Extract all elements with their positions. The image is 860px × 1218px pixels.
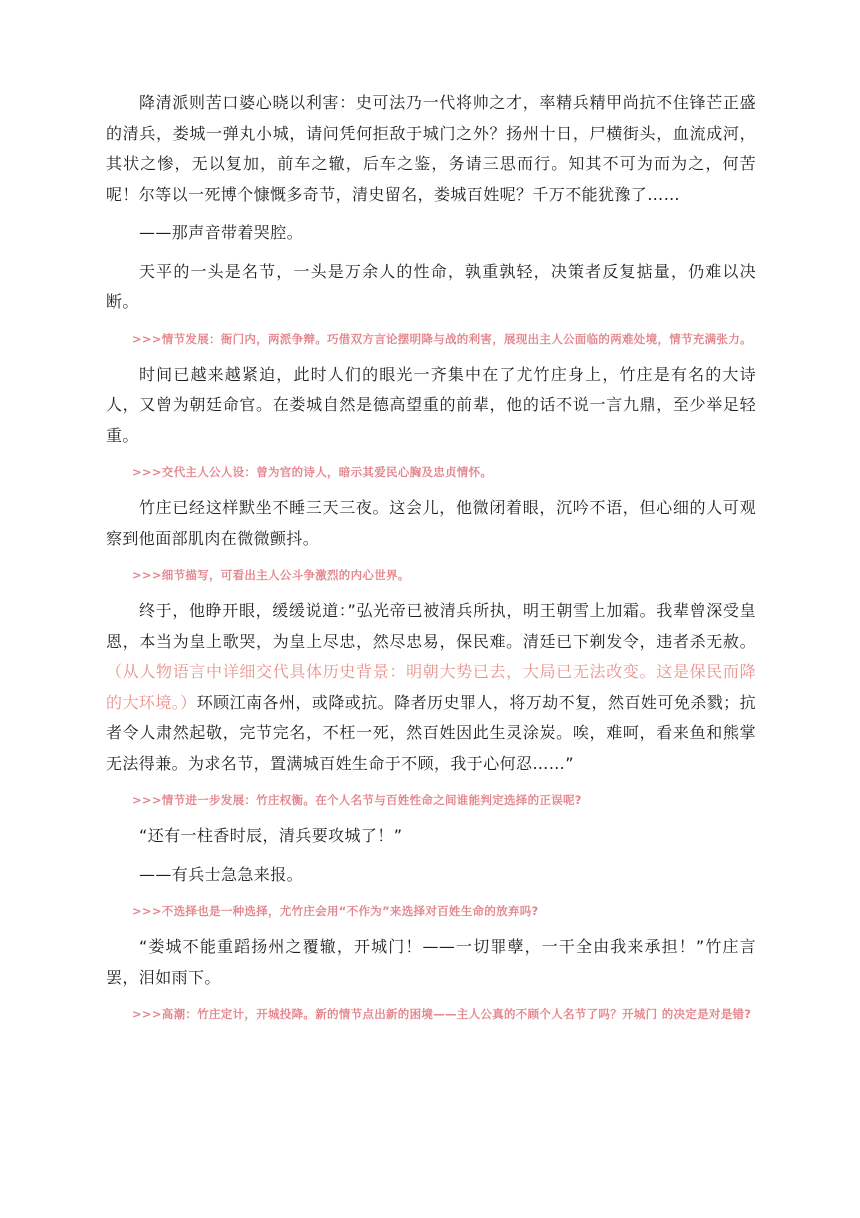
annotation-climax: >>>高潮：竹庄定计，开城投降。新的情节点出新的困境——主人公真的不顾个人名节了吗？开城门 的决定是对是错? (132, 1007, 752, 1021)
paragraph-zhuzhuang-speech (106, 596, 756, 779)
annotation-further-development: >>>情节进一步发展：竹庄权衡。在个人名节与百姓性命之间谁能判定选择的正误呢? (132, 793, 582, 807)
document-page (106, 88, 756, 1035)
paragraph-silent-vigil: 竹庄已经这样默坐不睡三天三夜。这会儿，他微闭着眼，沉吟不语，但心细的人可观察到他面部肌肉在微微颤抖。 (106, 498, 756, 548)
paragraph-crying-voice: ——那声音带着哭腔。 (139, 223, 304, 242)
paragraph-open-gates: “娄城不能重蹈扬州之覆辙，开城门！——一切罪孽，一干全由我来承担！”竹庄言罢，泪如雨下。 (106, 937, 756, 987)
speech-part-two: 环顾江南各州，或降或抗。降者历史罪人，将万劫不复，然百姓可免杀戮；抗者令人肃然起敬，完节完名，不枉一死，然百姓因此生灵涂炭。唉，难呵，看来鱼和熊掌无法得兼。为求名节，置满城百姓生命于不顾，我于心何忍……” (106, 692, 756, 773)
speech-part-one: 终于，他睁开眼，缓缓说道：”弘光帝已被清兵所执，明王朝雪上加霜。我辈曾深受皇恩，本当为皇上歌哭，为皇上尽忠，然尽忠易，保民难。清廷已下剃发令，违者杀无赦。 (106, 601, 756, 651)
annotation-detail-description: >>>细节描写，可看出主人公斗争激烈的内心世界。 (132, 568, 410, 582)
inline-commentary: （从人物语言中详细交代具体历史背景：明朝大势已去，大局已无法改变。这是保民而降的大环境。） (106, 662, 756, 712)
paragraph-surrender-argument: 降清派则苦口婆心晓以利害：史可法乃一代将帅之才，率精兵精甲尚抗不住锋芒正盛的清兵，娄城一弹丸小城，请问凭何拒敌于城门之外？扬州十日，尸横街头，血流成河，其状之惨，无以复加，前车之辙，后车之鉴，务请三思而行。知其不可为而为之，何苦呢！尔等以一死博个慷慨多奇节，清史留名，娄城百姓呢？千万不能犹豫了…… (106, 93, 756, 204)
paragraph-soldier-report: ——有兵士急急来报。 (139, 864, 304, 884)
annotation-inaction-choice: >>>不选择也是一种选择，尤竹庄会用“不作为”来选择对百姓生命的放弃吗? (132, 904, 539, 918)
paragraph-incense-warning: “还有一柱香时辰，清兵要攻城了！” (139, 826, 403, 845)
annotation-character-setup: >>>交代主人公人设：曾为官的诗人，暗示其爱民心胸及忠贞情怀。 (132, 465, 493, 479)
annotation-plot-development: >>>情节发展：衙门内，两派争辩。巧借双方言论摆明降与战的利害，展现出主人公面临的两难处境，情节充满张力。 (132, 331, 752, 346)
paragraph-zhuzhuang-intro: 时间已越来越紧迫，此时人们的眼光一齐集中在了尤竹庄身上，竹庄是有名的大诗人，又曾为朝廷命官。在娄城自然是德高望重的前辈，他的话不说一言九鼎，至少举足轻重。 (106, 364, 756, 445)
paragraph-scale-dilemma: 天平的一头是名节，一头是万余人的性命，孰重孰轻，决策者反复掂量，仍难以决断。 (106, 261, 756, 311)
